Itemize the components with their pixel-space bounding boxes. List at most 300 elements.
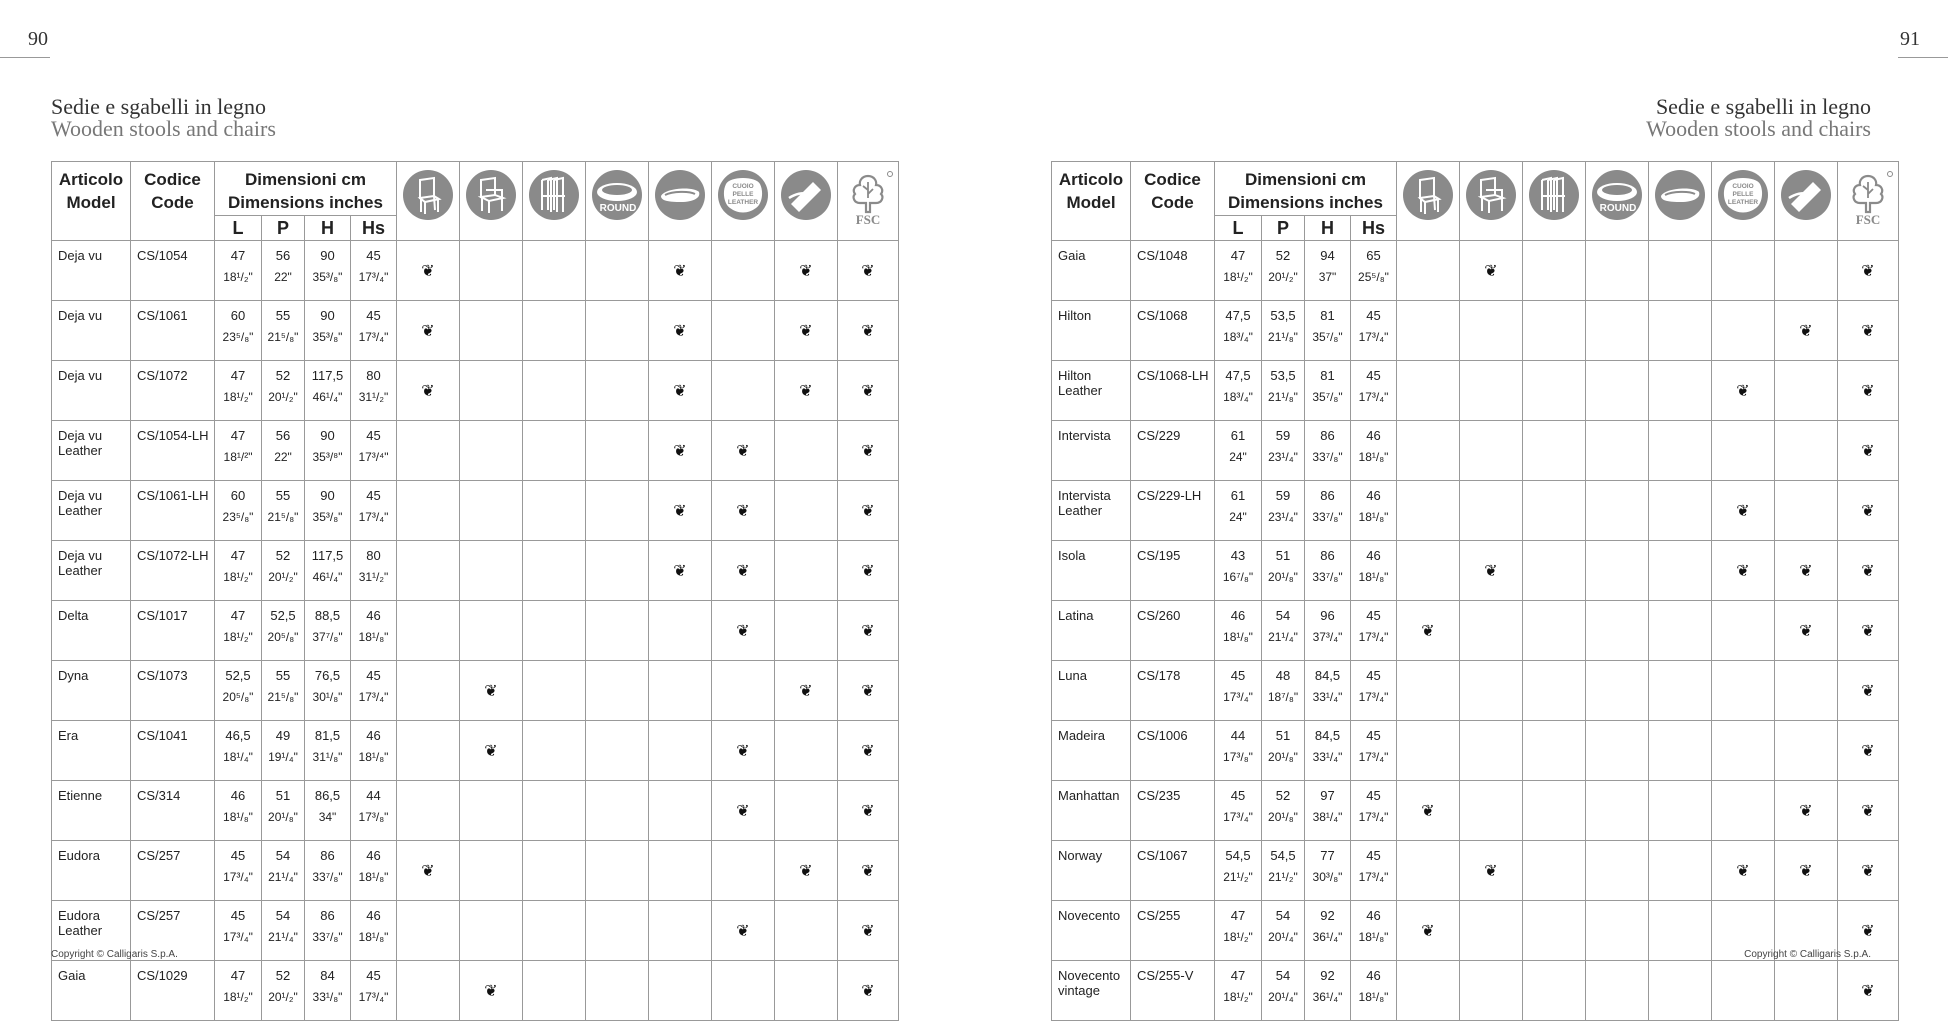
header-dimensions-cm: Dimensioni cm	[245, 170, 366, 189]
dim-p	[1262, 421, 1305, 481]
feature-cell-fsc-tree	[838, 781, 899, 841]
dim-cm-value: 84,5	[1314, 668, 1341, 683]
header-code-label: Code	[151, 193, 194, 212]
feature-cell-seat-cushion	[1649, 301, 1712, 361]
dim-inch-value: 24"	[1229, 450, 1247, 464]
dim-p	[262, 661, 305, 721]
feature-cell-chair-front	[1397, 301, 1460, 361]
feature-cell-chair-armchair	[460, 721, 523, 781]
dim-cm-value: 51	[1275, 548, 1291, 563]
dim-cm-value: 52,5	[225, 668, 251, 683]
feature-cell-chair-armchair	[1460, 841, 1523, 901]
feature-cell-chair-front	[397, 361, 460, 421]
dim-p	[262, 721, 305, 781]
product-code: CS/1061-LH	[131, 481, 215, 541]
dim-hs	[1351, 541, 1397, 601]
dim-inch-value: 18¹/₈"	[358, 750, 389, 764]
feature-cell-chair-armchair	[460, 541, 523, 601]
table-row	[1052, 601, 1899, 661]
dim-hs	[351, 901, 397, 961]
table-row	[1052, 481, 1899, 541]
dim-inch-value: 18¹/₂"	[223, 990, 253, 1004]
feature-cell-chair-front	[397, 901, 460, 961]
copyright: Copyright © Calligaris S.p.A.	[51, 949, 178, 960]
feature-cell-seat-cushion	[1649, 541, 1712, 601]
table-row	[52, 721, 899, 781]
product-code: CS/1041	[131, 721, 215, 781]
dim-inch-value: 20⁵/₈"	[267, 630, 299, 644]
feature-check-icon: ❦	[1861, 562, 1875, 580]
fsc-label: FSC	[855, 212, 881, 226]
feature-cell-seat-cushion	[649, 241, 712, 301]
dim-hs	[351, 241, 397, 301]
feature-cell-chair-armchair	[1460, 361, 1523, 421]
model-name: Delta	[52, 601, 131, 661]
fsc-tree-icon	[1841, 168, 1895, 226]
dim-inch-value: 33⁷/₈"	[1312, 570, 1343, 584]
header-icon-4	[586, 162, 649, 241]
feature-cell-hand-finish	[1775, 481, 1838, 541]
dim-hs	[1351, 781, 1397, 841]
dim-cm-value: 54,5	[1225, 848, 1251, 863]
dim-inch-value: 17³/₄"	[223, 870, 253, 884]
dim-cm-value: 52	[275, 368, 291, 383]
dim-inch-value: 17³/₄"	[1358, 330, 1389, 344]
dim-cm-value: 45	[230, 848, 246, 863]
dim-h	[1305, 901, 1351, 961]
dim-inch-value: 17³/₄"	[1358, 870, 1389, 884]
dim-hs	[351, 361, 397, 421]
round-label: ROUND	[599, 203, 637, 214]
product-code: CS/1054	[131, 241, 215, 301]
leather-label-line: CUOIO	[1732, 183, 1754, 190]
feature-cell-seat-cushion	[649, 361, 712, 421]
feature-cell-round-seat	[1586, 361, 1649, 421]
feature-check-icon: ❦	[861, 682, 875, 700]
dim-hs	[1351, 421, 1397, 481]
feature-check-icon: ❦	[1861, 502, 1875, 520]
feature-cell-seat-cushion	[649, 781, 712, 841]
feature-check-icon: ❦	[861, 862, 875, 880]
feature-check-icon: ❦	[799, 382, 813, 400]
feature-cell-chairs-stackable	[523, 721, 586, 781]
dim-inch-value: 18¹/₈"	[358, 630, 389, 644]
feature-cell-seat-cushion	[1649, 361, 1712, 421]
dim-l	[1215, 721, 1262, 781]
feature-cell-fsc-tree	[1838, 661, 1899, 721]
product-code: CS/1073	[131, 661, 215, 721]
dim-p	[1262, 481, 1305, 541]
dim-inch-value: 20¹/₄"	[1268, 930, 1298, 944]
dim-cm-value: 97	[1320, 788, 1335, 803]
feature-cell-round-seat	[586, 721, 649, 781]
feature-cell-round-seat	[1586, 661, 1649, 721]
dim-l	[215, 541, 262, 601]
feature-cell-seat-cushion	[1649, 601, 1712, 661]
dim-cm-value: 48	[1275, 668, 1291, 683]
feature-check-icon: ❦	[673, 382, 687, 400]
feature-cell-hand-finish	[1775, 601, 1838, 661]
feature-cell-fsc-tree	[1838, 241, 1899, 301]
feature-cell-leather-seal	[1712, 481, 1775, 541]
round-seat-icon	[590, 168, 644, 226]
feature-check-icon: ❦	[861, 742, 875, 760]
feature-cell-chairs-stackable	[1523, 421, 1586, 481]
feature-cell-fsc-tree	[838, 541, 899, 601]
dim-l	[1215, 301, 1262, 361]
feature-cell-chair-armchair	[1460, 961, 1523, 1021]
feature-cell-hand-finish	[775, 661, 838, 721]
dim-inch-value: 20¹/₂"	[268, 390, 298, 404]
dim-cm-value: 65	[1366, 248, 1381, 263]
dim-inch-value: 20¹/₈"	[268, 810, 298, 824]
dim-l	[1215, 961, 1262, 1021]
dim-inch-value: 36¹/₄"	[1312, 990, 1343, 1004]
model-name: Novecento vintage	[1052, 961, 1131, 1021]
feature-check-icon: ❦	[799, 682, 813, 700]
dim-cm-value: 81	[1320, 368, 1335, 383]
dim-cm-value: 80	[366, 368, 381, 383]
feature-cell-hand-finish	[775, 781, 838, 841]
header-codice-label: Codice	[1144, 170, 1201, 189]
feature-cell-seat-cushion	[1649, 721, 1712, 781]
feature-cell-chairs-stackable	[1523, 301, 1586, 361]
dim-p	[262, 601, 305, 661]
dim-inch-value: 20¹/₂"	[268, 990, 298, 1004]
table-row	[52, 661, 899, 721]
feature-check-icon: ❦	[861, 922, 875, 940]
header-icon-6	[712, 162, 775, 241]
product-code: CS/257	[131, 901, 215, 961]
feature-cell-fsc-tree	[1838, 961, 1899, 1021]
dim-cm-value: 49	[275, 728, 291, 743]
dim-inch-value: 35³/₈"	[312, 330, 343, 344]
dim-cm-value: 52	[275, 548, 291, 563]
feature-cell-leather-seal	[712, 661, 775, 721]
dim-cm-value: 46	[1366, 968, 1381, 983]
dim-hs	[351, 721, 397, 781]
table-row	[52, 541, 899, 601]
dim-cm-value: 45	[1366, 728, 1381, 743]
header-icon-7	[1775, 162, 1838, 241]
feature-cell-chair-armchair	[1460, 601, 1523, 661]
feature-check-icon: ❦	[673, 262, 687, 280]
dim-inch-value: 18¹/₈"	[1358, 450, 1389, 464]
feature-cell-chair-armchair	[460, 601, 523, 661]
feature-cell-round-seat	[586, 781, 649, 841]
feature-cell-fsc-tree	[1838, 361, 1899, 421]
dim-cm-value: 61	[1230, 488, 1246, 503]
dim-h	[305, 601, 351, 661]
feature-cell-chairs-stackable	[523, 481, 586, 541]
feature-check-icon: ❦	[1736, 862, 1750, 880]
header-articolo-label: Articolo	[58, 170, 124, 189]
table-row	[1052, 781, 1899, 841]
header-model	[1052, 162, 1131, 241]
feature-cell-chairs-stackable	[523, 241, 586, 301]
feature-cell-chair-front	[397, 661, 460, 721]
feature-cell-seat-cushion	[649, 661, 712, 721]
feature-cell-round-seat	[586, 241, 649, 301]
feature-check-icon: ❦	[861, 322, 875, 340]
dim-cm-value: 80	[366, 548, 381, 563]
dim-cm-value: 59	[1275, 428, 1291, 443]
feature-cell-chairs-stackable	[523, 421, 586, 481]
header-code	[131, 162, 215, 241]
dim-cm-value: 43	[1230, 548, 1246, 563]
product-code: CS/1067	[1131, 841, 1215, 901]
dim-inch-value: 35³/⁸"	[312, 450, 343, 464]
dim-cm-value: 45	[366, 308, 381, 323]
header-icon-7	[775, 162, 838, 241]
feature-check-icon: ❦	[736, 742, 750, 760]
dim-cm-value: 81,5	[314, 728, 341, 743]
feature-cell-fsc-tree	[1838, 601, 1899, 661]
feature-cell-chairs-stackable	[1523, 721, 1586, 781]
dim-l	[1215, 901, 1262, 961]
feature-cell-hand-finish	[775, 901, 838, 961]
feature-cell-chairs-stackable	[1523, 781, 1586, 841]
feature-check-icon: ❦	[1799, 322, 1813, 340]
feature-cell-fsc-tree	[838, 601, 899, 661]
dim-inch-value: 31¹/₂"	[358, 390, 389, 404]
model-name: Dyna	[52, 661, 131, 721]
header-icon-5	[1649, 162, 1712, 241]
dim-l	[215, 781, 262, 841]
header-model-label: Model	[1066, 193, 1116, 212]
dim-h	[305, 541, 351, 601]
feature-cell-leather-seal	[1712, 601, 1775, 661]
feature-cell-chairs-stackable	[1523, 901, 1586, 961]
feature-cell-chairs-stackable	[1523, 481, 1586, 541]
header-icon-1	[397, 162, 460, 241]
fsc-tree-icon	[841, 168, 895, 226]
feature-cell-leather-seal	[712, 961, 775, 1021]
feature-check-icon: ❦	[1861, 382, 1875, 400]
dim-cm-value: 56	[275, 428, 291, 443]
dim-h	[1305, 301, 1351, 361]
header-icon-8	[838, 162, 899, 241]
feature-cell-chair-front	[1397, 421, 1460, 481]
left-page	[0, 0, 974, 1004]
feature-cell-leather-seal	[1712, 661, 1775, 721]
dim-inch-value: 18¹/₈"	[1358, 930, 1389, 944]
dim-inch-value: 33⁷/₈"	[1312, 510, 1343, 524]
dim-inch-value: 37³/₄"	[1312, 630, 1343, 644]
feature-check-icon: ❦	[736, 622, 750, 640]
dim-cm-value: 46,5	[225, 728, 251, 743]
dim-cm-value: 46	[1366, 488, 1381, 503]
dim-l	[1215, 661, 1262, 721]
dim-cm-value: 60	[230, 308, 246, 323]
feature-cell-leather-seal	[1712, 241, 1775, 301]
dim-cm-value: 54	[1275, 908, 1291, 923]
dim-inch-value: 18¹/₈"	[1358, 570, 1389, 584]
dim-inch-value: 17³/₄"	[1223, 690, 1253, 704]
dim-cm-value: 52,5	[270, 608, 296, 623]
model-name: Intervista	[1052, 421, 1131, 481]
dim-inch-value: 21¹/₈"	[1268, 330, 1298, 344]
feature-check-icon: ❦	[1861, 802, 1875, 820]
header-code	[1131, 162, 1215, 241]
feature-check-icon: ❦	[861, 562, 875, 580]
feature-cell-leather-seal	[1712, 541, 1775, 601]
feature-check-icon: ❦	[799, 862, 813, 880]
product-code: CS/260	[1131, 601, 1215, 661]
dim-cm-value: 84,5	[1314, 728, 1341, 743]
product-code: CS/1054-LH	[131, 421, 215, 481]
model-name: Intervista Leather	[1052, 481, 1131, 541]
feature-cell-hand-finish	[775, 541, 838, 601]
feature-cell-hand-finish	[1775, 961, 1838, 1021]
dim-hs	[351, 661, 397, 721]
dim-inch-value: 21¹/₄"	[1268, 630, 1298, 644]
feature-cell-fsc-tree	[838, 901, 899, 961]
leather-seal-icon	[716, 168, 770, 226]
feature-cell-chair-armchair	[460, 901, 523, 961]
product-code: CS/255	[1131, 901, 1215, 961]
dim-inch-value: 18¹/₂"	[223, 390, 253, 404]
feature-cell-hand-finish	[1775, 841, 1838, 901]
dim-cm-value: 52	[275, 968, 291, 983]
feature-cell-hand-finish	[1775, 541, 1838, 601]
dim-inch-value: 17³/₄"	[1358, 750, 1389, 764]
feature-check-icon: ❦	[484, 682, 498, 700]
feature-check-icon: ❦	[1484, 262, 1498, 280]
dim-inch-value: 23¹/₄"	[1268, 510, 1298, 524]
feature-cell-leather-seal	[1712, 721, 1775, 781]
feature-check-icon: ❦	[1736, 382, 1750, 400]
dim-cm-value: 60	[230, 488, 246, 503]
round-seat-icon	[1590, 168, 1644, 226]
dim-cm-value: 51	[1275, 728, 1291, 743]
dim-h	[305, 721, 351, 781]
product-code: CS/195	[1131, 541, 1215, 601]
dim-h	[1305, 241, 1351, 301]
feature-cell-round-seat	[586, 301, 649, 361]
model-name: Deja vu	[52, 241, 131, 301]
dim-p	[1262, 781, 1305, 841]
product-code: CS/1029	[131, 961, 215, 1021]
feature-cell-leather-seal	[1712, 361, 1775, 421]
model-name: Luna	[1052, 661, 1131, 721]
product-code: CS/1048	[1131, 241, 1215, 301]
feature-check-icon: ❦	[1484, 562, 1498, 580]
feature-check-icon: ❦	[1861, 682, 1875, 700]
model-name: Novecento	[1052, 901, 1131, 961]
hand-finish-icon	[1779, 168, 1833, 226]
feature-check-icon: ❦	[736, 442, 750, 460]
feature-cell-leather-seal	[1712, 301, 1775, 361]
feature-cell-fsc-tree	[1838, 481, 1899, 541]
dim-cm-value: 86	[320, 908, 335, 923]
feature-cell-leather-seal	[712, 901, 775, 961]
dim-inch-value: 35³/₈"	[312, 510, 343, 524]
table-row	[52, 961, 899, 1021]
dim-l	[215, 841, 262, 901]
feature-check-icon: ❦	[1799, 862, 1813, 880]
header-icon-1	[1397, 162, 1460, 241]
dim-cm-value: 51	[275, 788, 291, 803]
feature-check-icon: ❦	[861, 382, 875, 400]
header-hs: Hs	[351, 216, 397, 241]
feature-check-icon: ❦	[1799, 622, 1813, 640]
dim-inch-value: 37⁷/₈"	[312, 630, 343, 644]
feature-cell-round-seat	[1586, 961, 1649, 1021]
feature-cell-round-seat	[586, 421, 649, 481]
dim-h	[305, 421, 351, 481]
feature-cell-round-seat	[586, 841, 649, 901]
dim-p	[1262, 601, 1305, 661]
feature-cell-chair-front	[1397, 661, 1460, 721]
page-title-italian: Sedie e sgabelli in legno	[51, 94, 267, 119]
dim-inch-value: 18¹/₂"	[1223, 990, 1253, 1004]
dim-inch-value: 18¹/₄"	[223, 750, 253, 764]
header-dimensions	[215, 162, 397, 216]
feature-check-icon: ❦	[484, 742, 498, 760]
dim-cm-value: 47	[1230, 968, 1246, 983]
dim-l	[1215, 421, 1262, 481]
dim-cm-value: 45	[1366, 668, 1381, 683]
table-row	[1052, 241, 1899, 301]
feature-cell-chair-armchair	[1460, 901, 1523, 961]
hand-finish-icon	[779, 168, 833, 226]
feature-check-icon: ❦	[1484, 862, 1498, 880]
dim-inch-value: 18¹/₂"	[223, 270, 253, 284]
feature-check-icon: ❦	[1861, 622, 1875, 640]
dim-h	[305, 301, 351, 361]
feature-cell-round-seat	[1586, 241, 1649, 301]
dim-inch-value: 25⁵/₈"	[1358, 270, 1389, 284]
feature-cell-chair-armchair	[1460, 241, 1523, 301]
dim-inch-value: 17³/₄"	[358, 330, 389, 344]
dim-cm-value: 55	[275, 488, 291, 503]
dim-cm-value: 47	[230, 368, 246, 383]
dim-h	[1305, 781, 1351, 841]
dim-hs	[1351, 841, 1397, 901]
dim-inch-value: 33⁷/₈"	[312, 930, 343, 944]
dim-l	[215, 481, 262, 541]
feature-cell-round-seat	[1586, 781, 1649, 841]
feature-cell-chair-front	[397, 961, 460, 1021]
dim-hs	[351, 421, 397, 481]
dim-inch-value: 34"	[318, 810, 337, 824]
dim-p	[262, 481, 305, 541]
feature-cell-fsc-tree	[1838, 421, 1899, 481]
dim-inch-value: 17³/₄"	[1223, 810, 1253, 824]
feature-cell-chair-armchair	[1460, 301, 1523, 361]
chair-armchair-icon	[464, 168, 518, 226]
feature-check-icon: ❦	[421, 322, 435, 340]
table-row	[1052, 361, 1899, 421]
dim-inch-value: 23⁵/₈"	[222, 330, 254, 344]
dim-cm-value: 44	[1230, 728, 1246, 743]
product-table	[51, 161, 899, 1021]
dim-inch-value: 17³/₄"	[358, 510, 389, 524]
feature-cell-seat-cushion	[649, 541, 712, 601]
feature-cell-fsc-tree	[838, 241, 899, 301]
chair-armchair-icon	[1464, 168, 1518, 226]
feature-cell-chair-front	[1397, 481, 1460, 541]
dim-inch-value: 35⁷/₈"	[1312, 330, 1343, 344]
dim-cm-value: 46	[366, 848, 381, 863]
dim-hs	[1351, 961, 1397, 1021]
feature-cell-hand-finish	[1775, 301, 1838, 361]
dim-cm-value: 56	[275, 248, 291, 263]
header-articolo-label: Articolo	[1058, 170, 1124, 189]
dim-p	[1262, 721, 1305, 781]
feature-check-icon: ❦	[421, 382, 435, 400]
